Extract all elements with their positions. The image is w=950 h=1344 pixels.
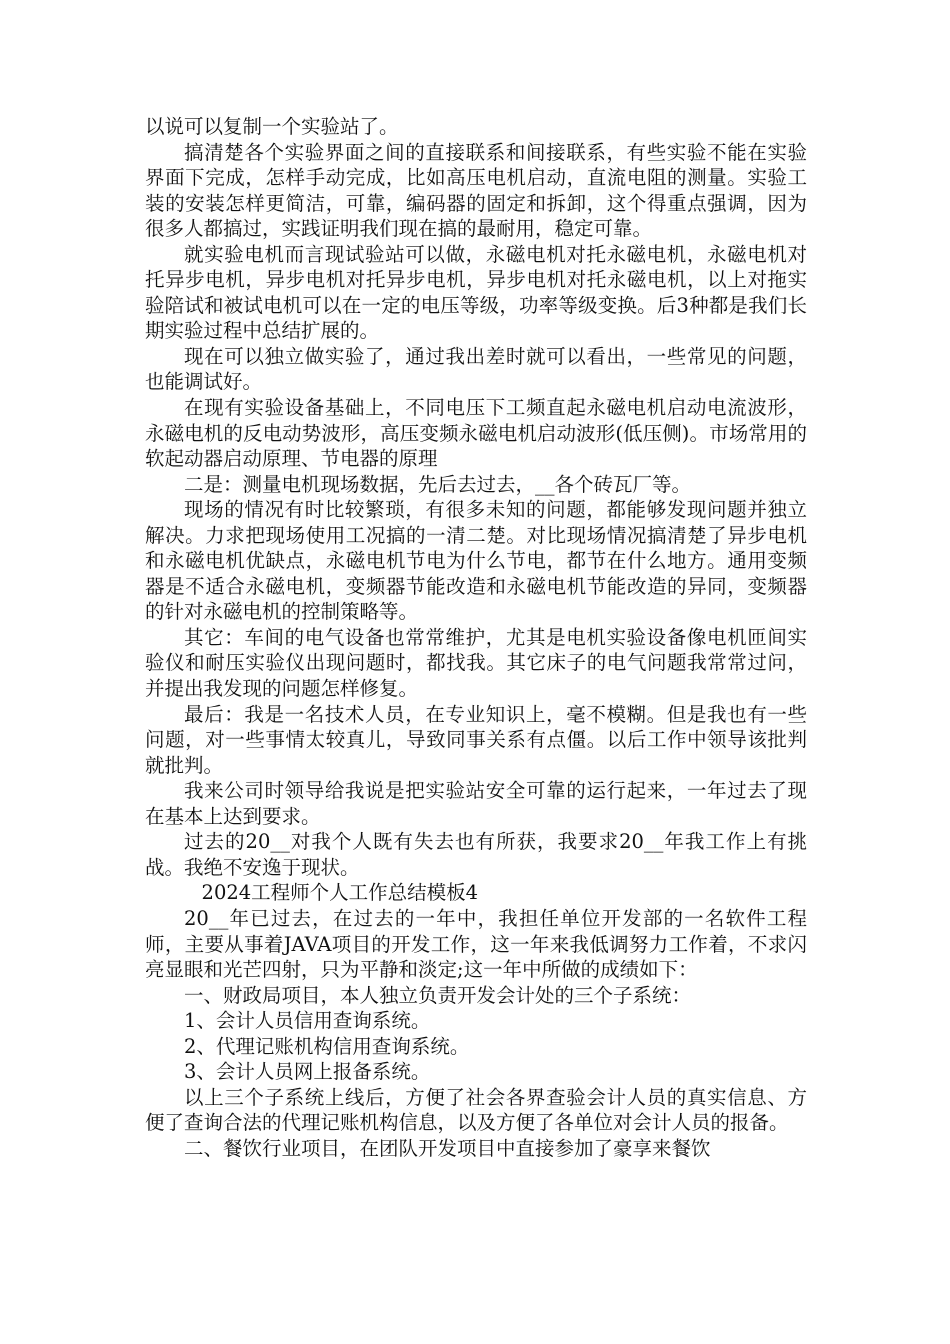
list-item-1: 1、会计人员信用查询系统。 [184,1009,431,1033]
paragraph-continuation: 以说可以复制一个实验站了。 [145,115,399,138]
paragraph-past-year: 过去的20__对我个人既有失去也有所获，我要求20__年我工作上有挑战。我绝不安逸于现状。 [145,830,807,879]
list-item-3: 3、会计人员网上报备系统。 [184,1060,431,1084]
document-page [145,114,807,1161]
list-item-2: 2、代理记账机构信用查询系统。 [184,1034,470,1058]
paragraph-goal-achieved: 我来公司时领导给我说是把实验站安全可靠的运行起来，一年过去了现在基本上达到要求。 [145,779,807,828]
paragraph-motor-tests: 就实验电机而言现试验站可以做，永磁电机对托永磁电机，永磁电机对托异步电机，异步电机对托异步电机，异步电机对托永磁电机，以上对拖实验陪试和被试电机可以在一定的电压等级，功率等级变换。后3种都是我们长期实验过程中总结扩展的。 [145,242,807,343]
paragraph-lab-interfaces: 搞清楚各个实验界面之间的直接联系和间接联系，有些实验不能在实验界面下完成，怎样手动完成，比如高压电机启动，直流电阻的测量。实验工装的安装怎样更简洁，可靠，编码器的固定和拆卸，这个得重点强调，因为很多人都搞过，实践证明我们现在搞的最耐用，稳定可靠。 [145,140,807,241]
paragraph-other-maintenance: 其它：车间的电气设备也常常维护，尤其是电机实验设备像电机匝间实验仪和耐压实验仪出现问题时，都找我。其它床子的电气问题我常常过问，并提出我发现的问题怎样修复。 [145,625,807,701]
paragraph-waveforms: 在现有实验设备基础上，不同电压下工频直起永磁电机启动电流波形，永磁电机的反电动势波形，高压变频永磁电机启动波形(低压侧)。市场常用的软起动器启动原理、节电器的原理 [145,396,807,471]
section-heading: 2024工程师个人工作总结模板4 [201,881,479,905]
paragraph-finance-project: 一、财政局项目，本人独立负责开发会计处的三个子系统： [184,983,692,1007]
paragraph-intro-engineer: 20__年已过去，在过去的一年中，我担任单位开发部的一名软件工程师，主要从事着JAVA项目的开发工作，这一年来我低调努力工作着，不求闪亮显眼和光芒四射，只为平静和淡定;这一年中所做的成绩如下： [145,906,807,982]
paragraph-finally: 最后：我是一名技术人员，在专业知识上，毫不模糊。但是我也有一些问题，对一些事情太较真儿，导致同事关系有点僵。以后工作中领导该批判就批判。 [145,702,807,777]
paragraph-catering-project: 二、餐饮行业项目，在团队开发项目中直接参加了豪享来餐饮 [184,1136,711,1160]
paragraph-independent-testing: 现在可以独立做实验了，通过我出差时就可以看出，一些常见的问题，也能调试好。 [145,344,807,394]
paragraph-field-data: 二是：测量电机现场数据，先后去过去，__各个砖瓦厂等。 [184,472,692,496]
paragraph-field-situation: 现场的情况有时比较繁琐，有很多未知的问题，都能够发现问题并独立解决。力求把现场使用工况搞的一清二楚。对比现场情况搞清楚了异步电机和永磁电机优缺点，永磁电机节电为什么节电，都节在什么地方。通用变频器是不适合永磁电机，变频器节能改造和永磁电机节能改造的异同，变频器的针对永磁电机的控制策略等。 [145,498,807,624]
paragraph-systems-benefit: 以上三个子系统上线后，方便了社会各界查验会计人员的真实信息、方便了查询合法的代理记账机构信息，以及方便了各单位对会计人员的报备。 [145,1085,807,1135]
